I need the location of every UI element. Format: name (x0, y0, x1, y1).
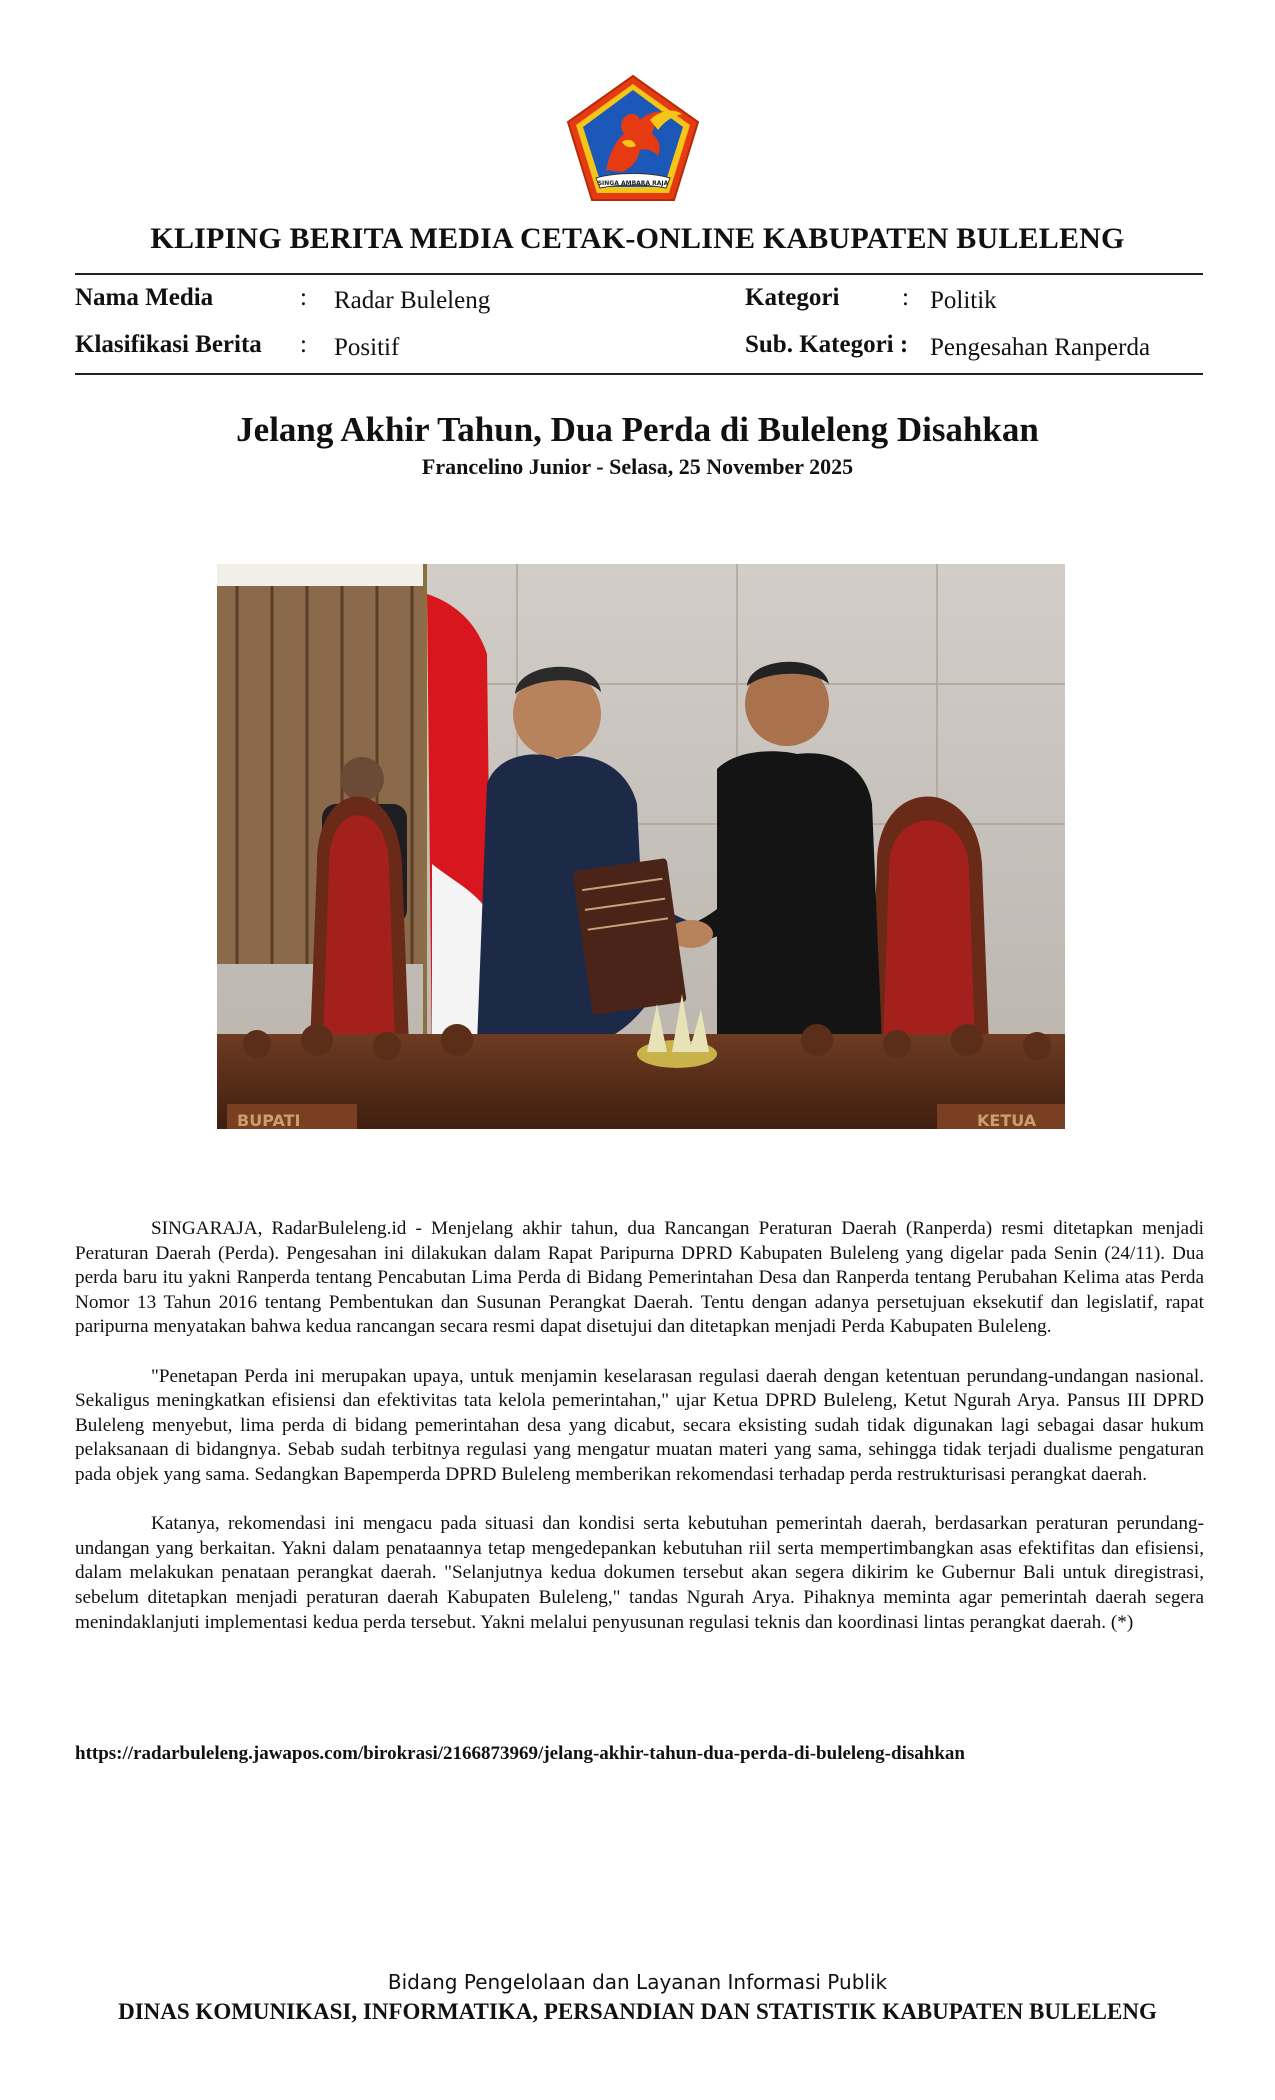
photo-sign-left: BUPATI (237, 1111, 301, 1129)
subcategory-label: Sub. Kategori : (745, 331, 909, 358)
footer-agency: DINAS KOMUNIKASI, INFORMATIKA, PERSANDIAN DAN STATISTIK KABUPATEN BULELENG (118, 1999, 1157, 2024)
category-value: Politik (930, 287, 997, 314)
emblem-logo (566, 74, 700, 202)
source-link[interactable]: https://radarbuleleng.jawapos.com/birokrasi/2166873969/jelang-akhir-tahun-dua-perda-di-buleleng-disahkan (75, 1743, 965, 1764)
subcategory-value: Pengesahan Ranperda (930, 334, 1151, 361)
classification-colon: : (300, 331, 307, 358)
photo-sign-right: KETUA (977, 1111, 1037, 1129)
article-paragraph: "Penetapan Perda ini merupakan upaya, untuk menjamin keselarasan regulasi daerah dengan ketentuan perundang-undangan nasional. Sekaligus meningkatkan efisiensi dan efektivitas tata kelola pemerintahan," ujar Ketua DPRD Buleleng, Ketut Ngurah Arya. Pansus III DPRD Buleleng menyebut, lima perda di bidang pemerintahan desa yang dicabut, secara eksisting sudah tidak digunakan lagi sebagai dasar hukum pelaksanaan di bidangnya. Sebab sudah terbitnya regulasi yang mengatur muatan materi yang sama, sehingga tidak terjadi dualisme pengaturan pada objek yang sama. Sedangkan Bapemperda DPRD Buleleng memberikan rekomendasi terhadap perda restrukturisasi perangkat daerah. (75, 1365, 1204, 1485)
emblem-motto: SINGA AMBARA RAJA (597, 180, 669, 187)
footer-division: Bidang Pengelolaan dan Layanan Informasi Publik (387, 1970, 888, 1994)
category-label: Kategori (745, 284, 840, 311)
singa-ambara-raja-emblem-icon (566, 74, 700, 202)
divider-bottom (75, 373, 1203, 375)
category-colon: : (902, 284, 909, 311)
divider-top (75, 273, 1203, 275)
article-body (75, 1217, 1204, 1660)
media-value: Radar Buleleng (334, 287, 491, 314)
media-colon: : (300, 284, 307, 311)
article-title: Jelang Akhir Tahun, Dua Perda di Buleleng Disahkan (236, 410, 1039, 449)
article-byline: Francelino Junior - Selasa, 25 November 2025 (421, 454, 854, 479)
article-paragraph: SINGARAJA, RadarBuleleng.id - Menjelang akhir tahun, dua Rancangan Peraturan Daerah (Ranperda) resmi ditetapkan menjadi Peraturan Daerah (Perda). Pengesahan ini dilakukan dalam Rapat Paripurna DPRD Kabupaten Buleleng yang digelar pada Senin (24/11). Dua perda baru itu yakni Ranperda tentang Pencabutan Lima Perda di Bidang Pemerintahan Desa dan Ranperda tentang Perubahan Kelima atas Perda Nomor 13 Tahun 2016 tentang Pembentukan dan Susunan Perangkat Daerah. Tentu dengan adanya persetujuan eksekutif dan legislatif, rapat paripurna menyatakan bahwa kedua rancangan secara resmi dapat disetujui dan ditetapkan menjadi Perda Kabupaten Buleleng. (75, 1218, 1204, 1338)
classification-value: Positif (334, 334, 400, 361)
media-label: Nama Media (75, 284, 214, 311)
page-title: KLIPING BERITA MEDIA CETAK-ONLINE KABUPATEN BULELENG (150, 222, 1125, 255)
classification-label: Klasifikasi Berita (75, 331, 262, 358)
article-photo (217, 564, 1065, 1129)
article-paragraph: Katanya, rekomendasi ini mengacu pada situasi dan kondisi serta kebutuhan pemerintah daerah, berdasarkan peraturan perundang-undangan yang berkaitan. Yakni dalam penataannya tetap mengedepankan kebutuhan riil serta mempertimbangkan asas efektifitas dan efisiensi, dalam melakukan penataan perangkat daerah. "Selanjutnya kedua dokumen tersebut akan segera dikirim ke Gubernur Bali untuk diregistrasi, sebelum ditetapkan menjadi peraturan daerah Kabupaten Buleleng," tandas Ngurah Arya. Pihaknya meminta agar pemerintah daerah segera menindaklanjuti implementasi kedua perda tersebut. Yakni melalui penyusunan regulasi teknis dan koordinasi lintas perangkat daerah. (*) (75, 1513, 1204, 1633)
